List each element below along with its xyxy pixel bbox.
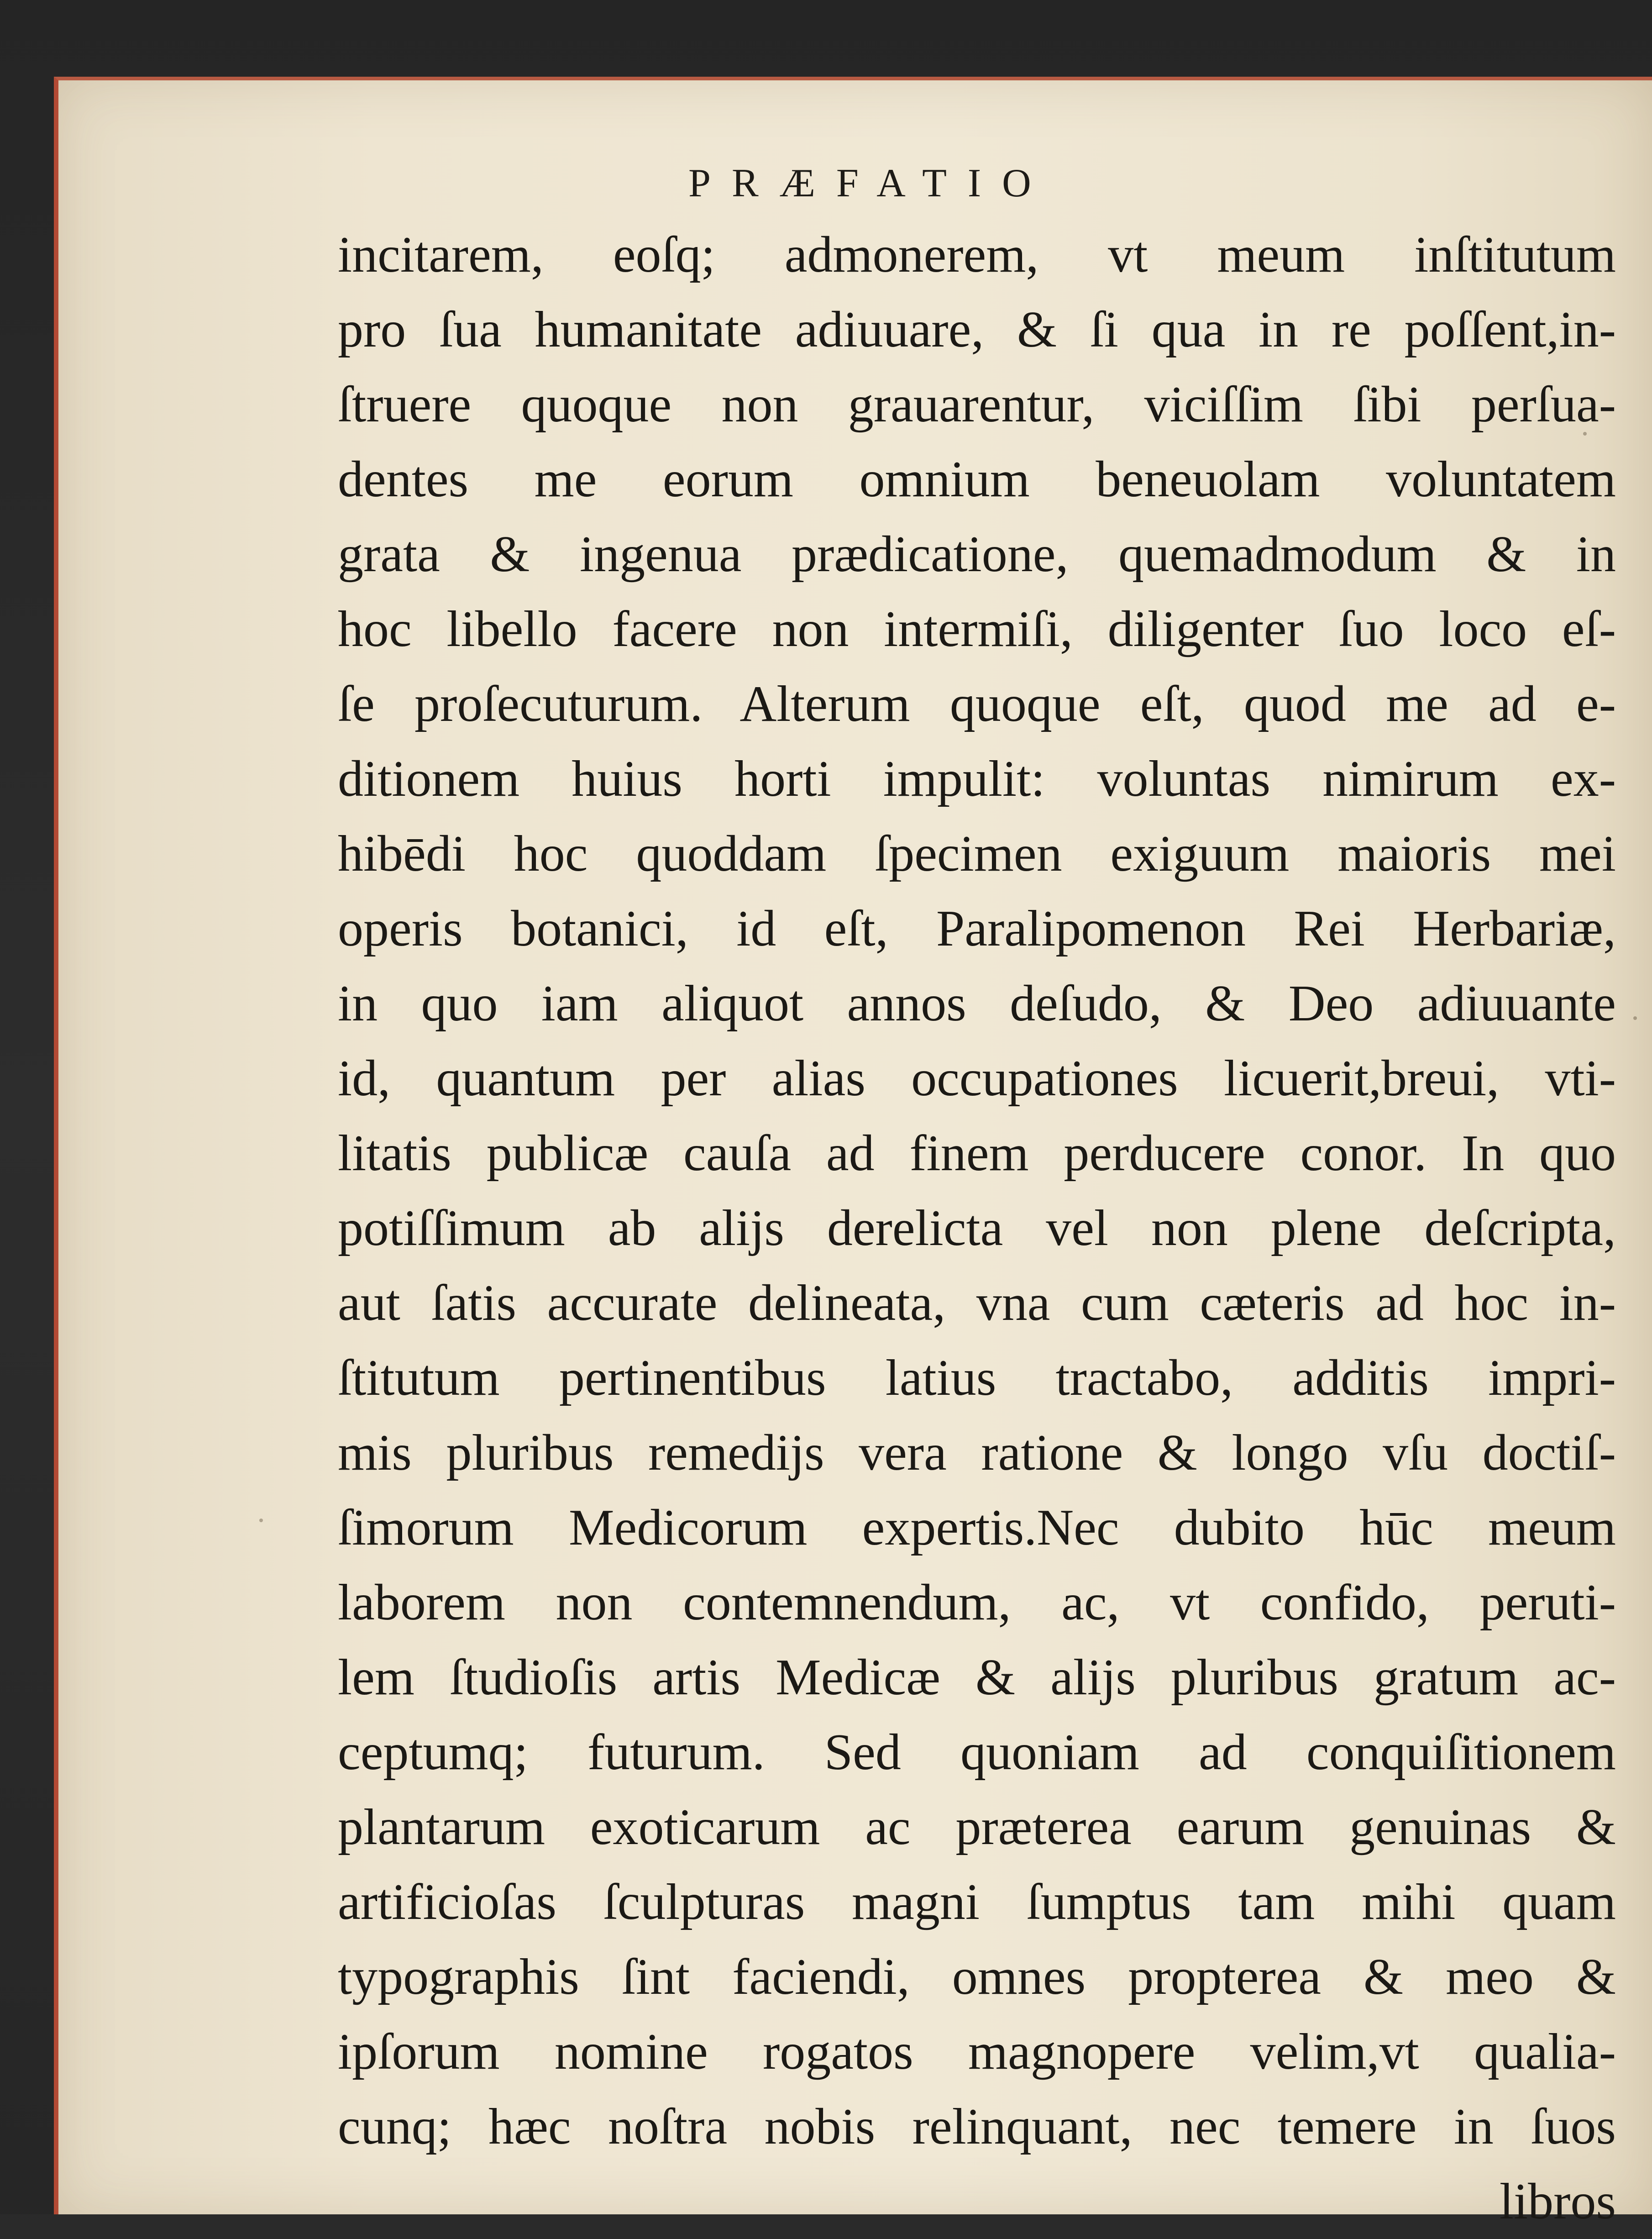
text-line: potiſſimum ab alijs derelicta vel non plene deſcripta,: [338, 1200, 1616, 1256]
text-line: aut ſatis accurate delineata, vna cum cæteris ad hoc in-: [338, 1275, 1616, 1331]
text-line: ſe proſecuturum. Alterum quoque eſt, quod me ad e-: [338, 676, 1616, 732]
text-line: ceptumq; futurum. Sed quoniam ad conquiſitionem: [338, 1724, 1616, 1781]
text-line: laborem non contemnendum, ac, vt confido, peruti-: [338, 1574, 1616, 1631]
paper-speck: [259, 1519, 263, 1522]
catchword: libros: [1499, 2173, 1616, 2230]
text-line: in quo iam aliquot annos deſudo, & Deo adiuuante: [338, 975, 1616, 1032]
text-line: cunq; hæc noſtra nobis relinquant, nec temere in ſuos: [338, 2098, 1616, 2155]
text-line: lem ſtudioſis artis Medicæ & alijs pluribus gratum ac-: [338, 1649, 1616, 1706]
text-line: incitarem, eoſq; admonerem, vt meum inſtitutum: [338, 226, 1616, 283]
text-line: mis pluribus remedijs vera ratione & longo vſu doctiſ-: [338, 1424, 1616, 1481]
text-line: typographis ſint faciendi, omnes propterea & meo &: [338, 1949, 1616, 2005]
text-line: ſimorum Medicorum expertis.Nec dubito hūc meum: [338, 1499, 1616, 1556]
text-line: ditionem huius horti impulit: voluntas nimirum ex-: [338, 751, 1616, 807]
text-line: grata & ingenua prædicatione, quemadmodum & in: [338, 526, 1616, 583]
text-line: ſtitutum pertinentibus latius tractabo, additis impri-: [338, 1350, 1616, 1406]
text-line: ipſorum nomine rogatos magnopere velim,vt qualia-: [338, 2024, 1616, 2080]
text-line: pro ſua humanitate adiuuare, & ſi qua in re poſſent,in-: [338, 301, 1616, 358]
paper-speck: [1633, 1016, 1637, 1020]
text-line: ſtruere quoque non grauarentur, viciſſim ſibi perſua-: [338, 376, 1616, 433]
text-line: hibēdi hoc quoddam ſpecimen exiguum maioris mei: [338, 825, 1616, 882]
text-line: id, quantum per alias occupationes licuerit,breui, vti-: [338, 1050, 1616, 1107]
text-line: hoc libello facere non intermiſi, diligenter ſuo loco eſ-: [338, 601, 1616, 657]
text-line: artificioſas ſculpturas magni ſumptus tam mihi quam: [338, 1874, 1616, 1930]
running-head: PRÆFATIO: [688, 161, 1052, 205]
body-text: [338, 217, 1616, 2239]
book-page: [54, 77, 1652, 2230]
text-line: plantarum exoticarum ac præterea earum genuinas &: [338, 1799, 1616, 1855]
text-line: litatis publicæ cauſa ad finem perducere conor. In quo: [338, 1125, 1616, 1182]
paper-speck: [1583, 432, 1587, 436]
text-line: dentes me eorum omnium beneuolam voluntatem: [338, 451, 1616, 508]
text-line: operis botanici, id eſt, Paralipomenon Rei Herbariæ,: [338, 900, 1616, 957]
